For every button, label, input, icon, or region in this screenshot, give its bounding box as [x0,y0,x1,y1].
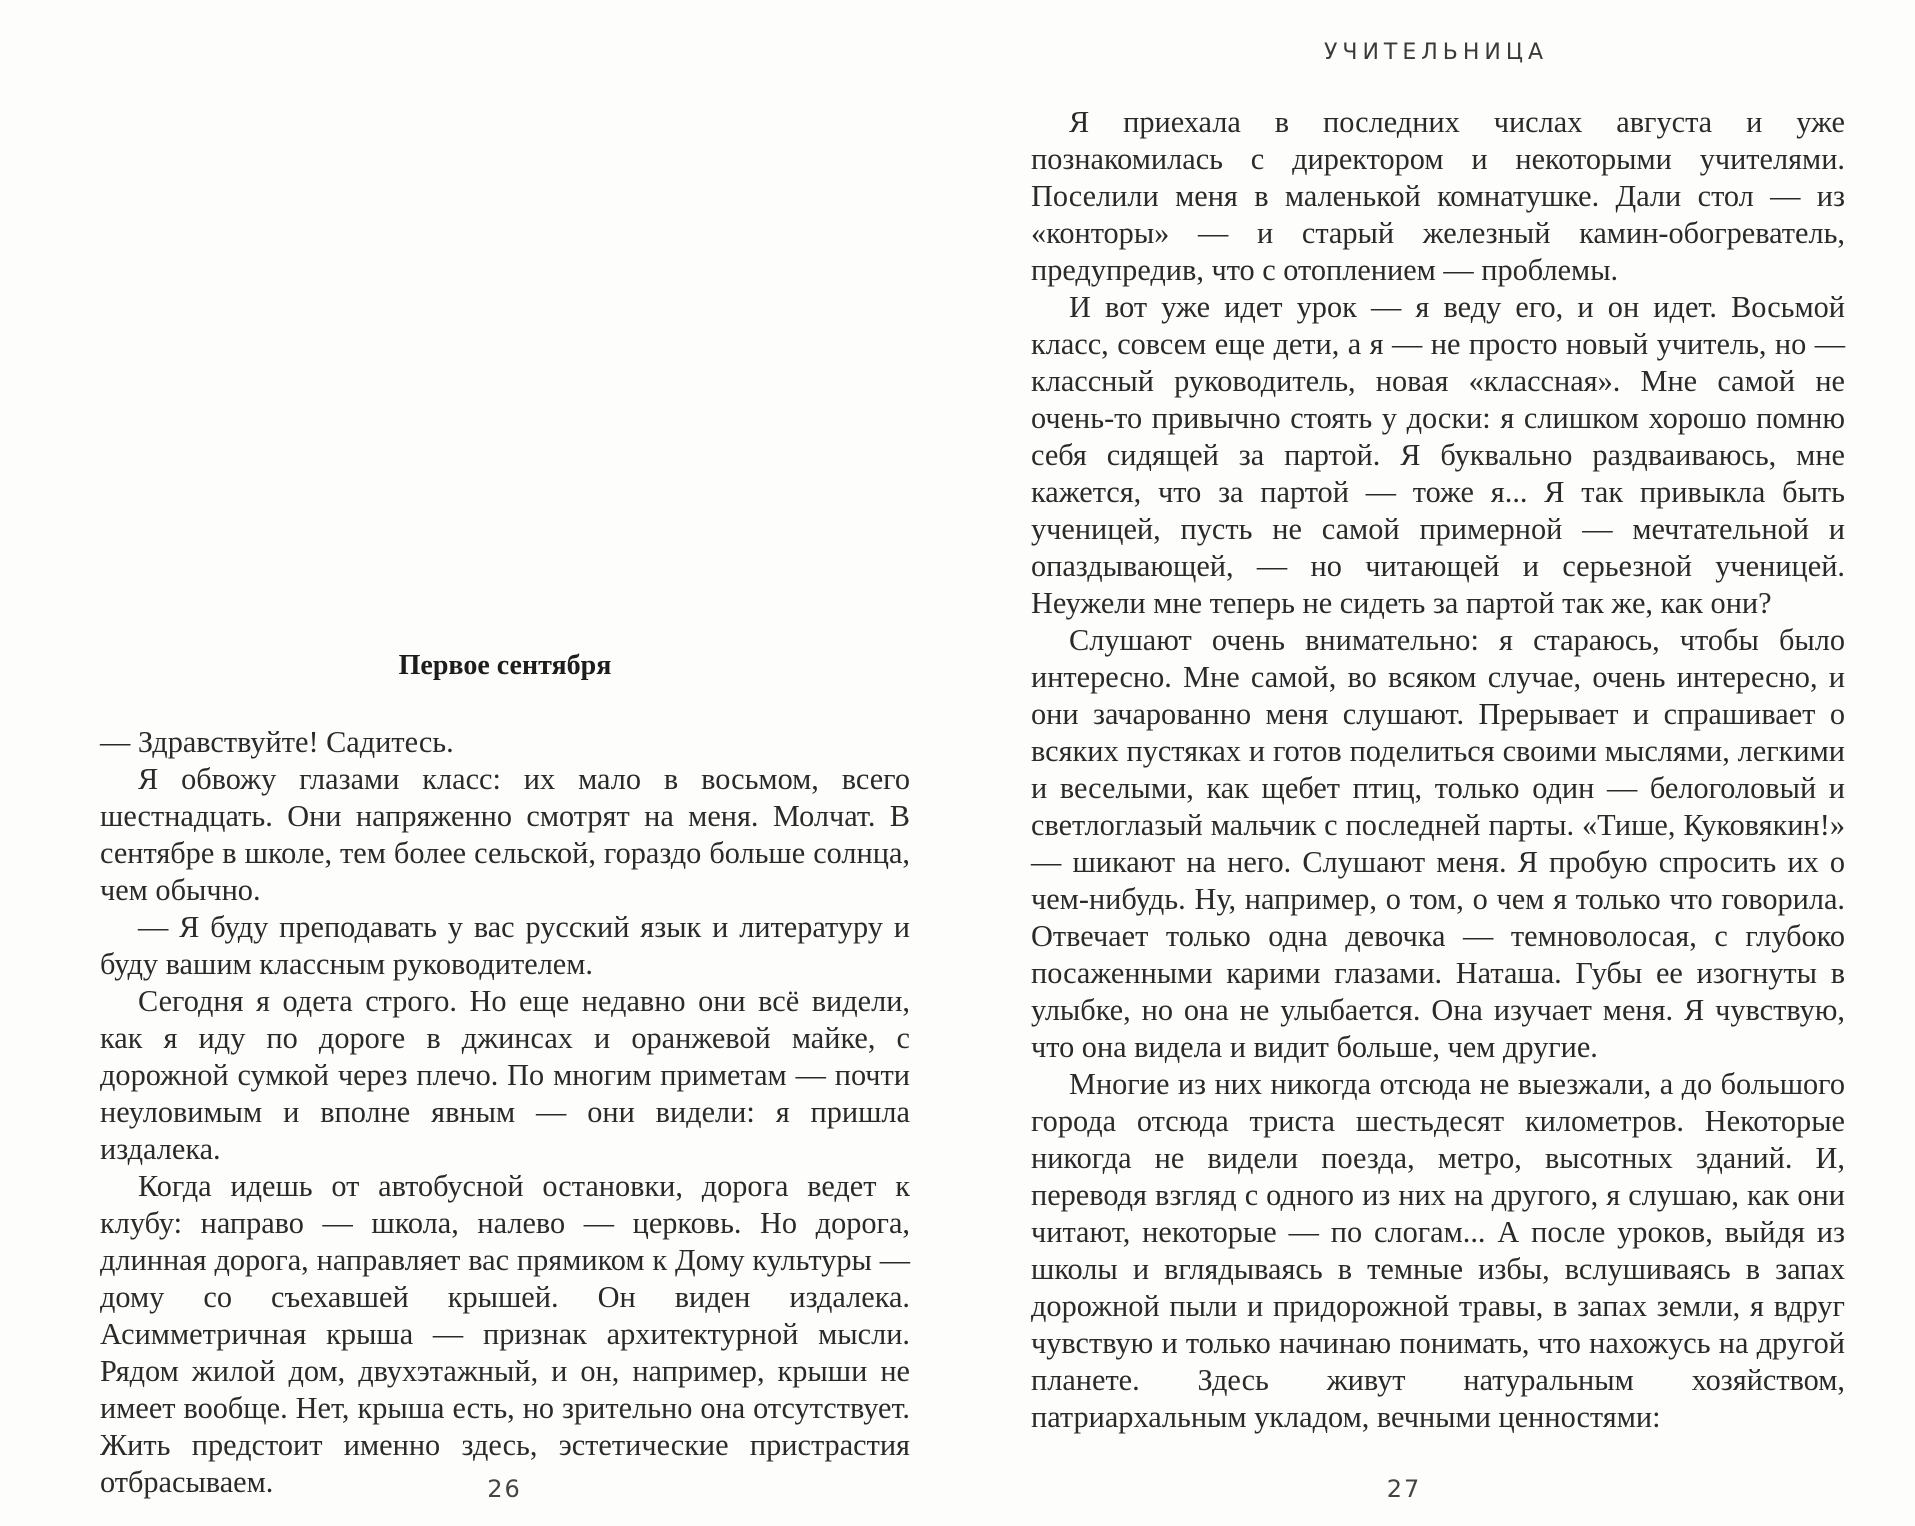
paragraph: — Я буду преподавать у вас русский язык и литературу и буду вашим классным руководителем. [100,910,910,981]
right-page [957,0,1915,1526]
right-page-text [1031,104,1845,1436]
paragraph: — Здравствуйте! Садитесь. [100,725,454,759]
paragraph: Я приехала в последних числах августа и уже познакомилась с директором и некоторыми учителями. Поселили меня в маленькой комнатушке. Дали стол — из «конторы» — и старый железный камин-обогреватель, предупредив, что с отоплением — проблемы. [1031,105,1845,287]
running-head: УЧИТЕЛЬНИЦА [1323,40,1549,65]
paragraph: Слушают очень внимательно: я стараюсь, чтобы было интересно. Мне самой, во всяком случае, очень интересно, и они зачарованно меня слушают. Прерывает и спрашивает о всяких пустяках и готов поделиться своими мыслями, легкими и веселыми, как щебет птиц, только один — белоголовый и светлоглазый мальчик с последней парты. «Тише, Куковякин!» — шикают на него. Слушают меня. Я пробую спросить их о чем-нибудь. Ну, например, о том, о чем я только что говорила. Отвечает только одна девочка — темноволосая, с глубоко посаженными карими глазами. Наташа. Губы ее изогнуты в улыбке, но она не улыбается. Она изучает меня. Я чувствую, что она видела и видит больше, чем другие. [1031,623,1845,1064]
left-page [0,0,957,1526]
paragraph: Сегодня я одета строго. Но еще недавно они всё видели, как я иду по дороге в джинсах и оранжевой майке, с дорожной сумкой через плечо. По многим приметам — почти неуловимым и вполне явным — они видели: я пришла издалека. [100,984,910,1166]
page-number-left: 26 [487,1475,522,1503]
paragraph: Многие из них никогда отсюда не выезжали, а до большого города отсюда триста шестьдесят километров. Некоторые никогда не видели поезда, метро, высотных зданий. И, переводя взгляд с одного из них на другого, я слушаю, как они читают, некоторые — по слогам... А после уроков, выйдя из школы и вглядываясь в темные избы, вслушиваясь в запах дорожной пыли и придорожной травы, в запах земли, я вдруг чувствую и только начинаю понимать, что нахожусь на другой планете. Здесь живут натуральным хозяйством, патриархальным укладом, вечными ценностями: [1031,1067,1845,1434]
paragraph: Когда идешь от автобусной остановки, дорога ведет к клубу: направо — школа, налево — церковь. Но дорога, длинная дорога, направляет вас прямиком к Дому культуры — дому со съехавшей крышей. Он виден издалека. Асимметричная крыша — признак архитектурной мысли. Рядом жилой дом, двухэтажный, и он, например, крыши не имеет вообще. Нет, крыша есть, но зрительно она отсутствует. Жить предстоит именно здесь, эстетические пристрастия отбрасываем. [100,1169,910,1499]
chapter-title: Первое сентября [398,650,612,681]
paragraph: И вот уже идет урок — я веду его, и он идет. Восьмой класс, совсем еще дети, а я — не просто новый учитель, но — классный руководитель, новая «классная». Мне самой не очень-то привычно стоять у доски: я слишком хорошо помню себя сидящей за партой. Я буквально раздваиваюсь, мне кажется, что за партой — тоже я... Я так привыкла быть ученицей, пусть не самой примерной — мечтательной и опаздывающей, — но читающей и серьезной ученицей. Неужели мне теперь не сидеть за партой так же, как они? [1031,290,1845,620]
left-page-text [100,724,910,1501]
page-number-right: 27 [1386,1475,1422,1503]
paragraph: Я обвожу глазами класс: их мало в восьмом, всего шестнадцать. Они напряженно смотрят на меня. Молчат. В сентябре в школе, тем более сельской, гораздо больше солнца, чем обычно. [100,762,910,907]
